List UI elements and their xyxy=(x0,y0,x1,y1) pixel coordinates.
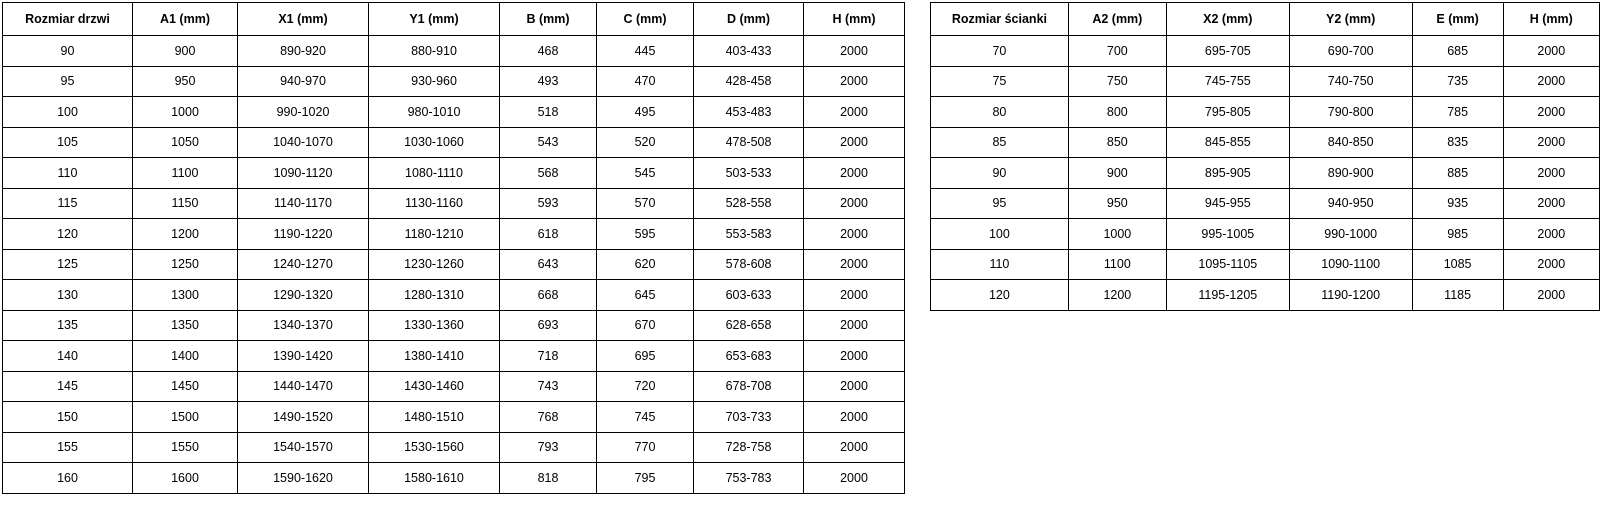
cell: 428-458 xyxy=(694,66,804,97)
column-header-wall-size: Rozmiar ścianki xyxy=(931,3,1069,36)
cell: 2000 xyxy=(1503,97,1599,128)
cell: 1590-1620 xyxy=(238,463,369,494)
column-header-x2: X2 (mm) xyxy=(1166,3,1289,36)
cell: 2000 xyxy=(1503,249,1599,280)
cell: 785 xyxy=(1412,97,1503,128)
table-row xyxy=(3,127,905,158)
cell: 130 xyxy=(3,280,133,311)
cell: 940-950 xyxy=(1289,188,1412,219)
cell: 720 xyxy=(597,371,694,402)
column-header-a2: A2 (mm) xyxy=(1068,3,1166,36)
cell: 685 xyxy=(1412,36,1503,67)
cell: 603-633 xyxy=(694,280,804,311)
cell: 1550 xyxy=(133,432,238,463)
cell: 1480-1510 xyxy=(369,402,500,433)
cell: 518 xyxy=(500,97,597,128)
cell: 150 xyxy=(3,402,133,433)
cell: 693 xyxy=(500,310,597,341)
cell: 1040-1070 xyxy=(238,127,369,158)
cell: 995-1005 xyxy=(1166,219,1289,250)
cell: 2000 xyxy=(804,188,905,219)
cell: 750 xyxy=(1068,66,1166,97)
cell: 840-850 xyxy=(1289,127,1412,158)
cell: 678-708 xyxy=(694,371,804,402)
cell: 120 xyxy=(931,280,1069,311)
table-row xyxy=(3,188,905,219)
cell: 690-700 xyxy=(1289,36,1412,67)
cell: 670 xyxy=(597,310,694,341)
cell: 1080-1110 xyxy=(369,158,500,189)
cell: 1450 xyxy=(133,371,238,402)
cell: 2000 xyxy=(804,219,905,250)
column-header-y2: Y2 (mm) xyxy=(1289,3,1412,36)
cell: 930-960 xyxy=(369,66,500,97)
cell: 593 xyxy=(500,188,597,219)
cell: 835 xyxy=(1412,127,1503,158)
cell: 403-433 xyxy=(694,36,804,67)
cell: 90 xyxy=(931,158,1069,189)
cell: 75 xyxy=(931,66,1069,97)
cell: 1150 xyxy=(133,188,238,219)
cell: 850 xyxy=(1068,127,1166,158)
table-row xyxy=(3,158,905,189)
cell: 1400 xyxy=(133,341,238,372)
cell: 1440-1470 xyxy=(238,371,369,402)
column-header-x1: X1 (mm) xyxy=(238,3,369,36)
cell: 1230-1260 xyxy=(369,249,500,280)
cell: 790-800 xyxy=(1289,97,1412,128)
table-row xyxy=(931,249,1600,280)
cell: 2000 xyxy=(1503,66,1599,97)
cell: 1100 xyxy=(133,158,238,189)
cell: 1085 xyxy=(1412,249,1503,280)
cell: 1290-1320 xyxy=(238,280,369,311)
cell: 895-905 xyxy=(1166,158,1289,189)
cell: 155 xyxy=(3,432,133,463)
cell: 90 xyxy=(3,36,133,67)
cell: 890-900 xyxy=(1289,158,1412,189)
cell: 735 xyxy=(1412,66,1503,97)
cell: 980-1010 xyxy=(369,97,500,128)
walls-table-body xyxy=(931,36,1600,311)
cell: 1240-1270 xyxy=(238,249,369,280)
cell: 1500 xyxy=(133,402,238,433)
cell: 1600 xyxy=(133,463,238,494)
cell: 1195-1205 xyxy=(1166,280,1289,311)
cell: 620 xyxy=(597,249,694,280)
cell: 2000 xyxy=(804,432,905,463)
cell: 1180-1210 xyxy=(369,219,500,250)
table-row xyxy=(3,341,905,372)
table-row xyxy=(931,127,1600,158)
column-header-h: H (mm) xyxy=(804,3,905,36)
cell: 643 xyxy=(500,249,597,280)
cell: 795-805 xyxy=(1166,97,1289,128)
column-header-e: E (mm) xyxy=(1412,3,1503,36)
doors-table-body xyxy=(3,36,905,494)
table-row xyxy=(3,66,905,97)
cell: 770 xyxy=(597,432,694,463)
cell: 1095-1105 xyxy=(1166,249,1289,280)
cell: 1300 xyxy=(133,280,238,311)
column-header-c: C (mm) xyxy=(597,3,694,36)
cell: 628-658 xyxy=(694,310,804,341)
cell: 125 xyxy=(3,249,133,280)
table-row xyxy=(3,97,905,128)
cell: 470 xyxy=(597,66,694,97)
column-header-a1: A1 (mm) xyxy=(133,3,238,36)
cell: 1340-1370 xyxy=(238,310,369,341)
cell: 468 xyxy=(500,36,597,67)
cell: 528-558 xyxy=(694,188,804,219)
cell: 1000 xyxy=(1068,219,1166,250)
cell: 553-583 xyxy=(694,219,804,250)
cell: 1490-1520 xyxy=(238,402,369,433)
cell: 728-758 xyxy=(694,432,804,463)
column-header-d: D (mm) xyxy=(694,3,804,36)
cell: 1100 xyxy=(1068,249,1166,280)
cell: 453-483 xyxy=(694,97,804,128)
cell: 2000 xyxy=(804,371,905,402)
cell: 95 xyxy=(931,188,1069,219)
cell: 2000 xyxy=(804,66,905,97)
cell: 595 xyxy=(597,219,694,250)
cell: 570 xyxy=(597,188,694,219)
cell: 845-855 xyxy=(1166,127,1289,158)
cell: 85 xyxy=(931,127,1069,158)
cell: 140 xyxy=(3,341,133,372)
doors-dimensions-table xyxy=(2,2,905,494)
cell: 545 xyxy=(597,158,694,189)
table-row xyxy=(3,310,905,341)
cell: 1330-1360 xyxy=(369,310,500,341)
column-header-y1: Y1 (mm) xyxy=(369,3,500,36)
cell: 115 xyxy=(3,188,133,219)
cell: 795 xyxy=(597,463,694,494)
table-row xyxy=(931,219,1600,250)
cell: 2000 xyxy=(804,341,905,372)
table-row xyxy=(3,432,905,463)
table-row xyxy=(931,66,1600,97)
cell: 1200 xyxy=(133,219,238,250)
cell: 100 xyxy=(3,97,133,128)
cell: 1030-1060 xyxy=(369,127,500,158)
cell: 1000 xyxy=(133,97,238,128)
cell: 493 xyxy=(500,66,597,97)
cell: 645 xyxy=(597,280,694,311)
cell: 2000 xyxy=(804,280,905,311)
cell: 890-920 xyxy=(238,36,369,67)
cell: 503-533 xyxy=(694,158,804,189)
cell: 1540-1570 xyxy=(238,432,369,463)
cell: 1050 xyxy=(133,127,238,158)
cell: 945-955 xyxy=(1166,188,1289,219)
cell: 2000 xyxy=(1503,219,1599,250)
cell: 160 xyxy=(3,463,133,494)
cell: 950 xyxy=(133,66,238,97)
cell: 543 xyxy=(500,127,597,158)
cell: 880-910 xyxy=(369,36,500,67)
cell: 793 xyxy=(500,432,597,463)
cell: 145 xyxy=(3,371,133,402)
cell: 818 xyxy=(500,463,597,494)
table-row xyxy=(931,280,1600,311)
cell: 2000 xyxy=(804,249,905,280)
cell: 135 xyxy=(3,310,133,341)
table-header-row xyxy=(3,3,905,36)
table-row xyxy=(3,371,905,402)
cell: 1185 xyxy=(1412,280,1503,311)
cell: 695-705 xyxy=(1166,36,1289,67)
table-row xyxy=(3,402,905,433)
cell: 2000 xyxy=(804,97,905,128)
cell: 1390-1420 xyxy=(238,341,369,372)
table-row xyxy=(931,36,1600,67)
cell: 990-1000 xyxy=(1289,219,1412,250)
cell: 753-783 xyxy=(694,463,804,494)
cell: 445 xyxy=(597,36,694,67)
table-row xyxy=(3,36,905,67)
table-row xyxy=(3,280,905,311)
cell: 940-970 xyxy=(238,66,369,97)
cell: 2000 xyxy=(804,463,905,494)
cell: 1280-1310 xyxy=(369,280,500,311)
cell: 110 xyxy=(3,158,133,189)
cell: 1190-1220 xyxy=(238,219,369,250)
table-row xyxy=(931,188,1600,219)
cell: 885 xyxy=(1412,158,1503,189)
cell: 2000 xyxy=(804,127,905,158)
cell: 95 xyxy=(3,66,133,97)
cell: 2000 xyxy=(804,36,905,67)
walls-table-head xyxy=(931,3,1600,36)
cell: 743 xyxy=(500,371,597,402)
cell: 478-508 xyxy=(694,127,804,158)
table-row xyxy=(3,463,905,494)
cell: 2000 xyxy=(1503,188,1599,219)
column-header-h: H (mm) xyxy=(1503,3,1599,36)
column-header-door-size: Rozmiar drzwi xyxy=(3,3,133,36)
cell: 745-755 xyxy=(1166,66,1289,97)
cell: 2000 xyxy=(804,158,905,189)
table-row xyxy=(3,219,905,250)
cell: 495 xyxy=(597,97,694,128)
cell: 1430-1460 xyxy=(369,371,500,402)
cell: 703-733 xyxy=(694,402,804,433)
cell: 120 xyxy=(3,219,133,250)
cell: 578-608 xyxy=(694,249,804,280)
cell: 935 xyxy=(1412,188,1503,219)
cell: 1580-1610 xyxy=(369,463,500,494)
cell: 80 xyxy=(931,97,1069,128)
cell: 950 xyxy=(1068,188,1166,219)
cell: 985 xyxy=(1412,219,1503,250)
table-header-row xyxy=(931,3,1600,36)
cell: 2000 xyxy=(1503,36,1599,67)
cell: 110 xyxy=(931,249,1069,280)
column-header-b: B (mm) xyxy=(500,3,597,36)
cell: 520 xyxy=(597,127,694,158)
cell: 70 xyxy=(931,36,1069,67)
table-row xyxy=(931,97,1600,128)
cell: 668 xyxy=(500,280,597,311)
cell: 1250 xyxy=(133,249,238,280)
cell: 1350 xyxy=(133,310,238,341)
cell: 740-750 xyxy=(1289,66,1412,97)
cell: 653-683 xyxy=(694,341,804,372)
cell: 2000 xyxy=(1503,127,1599,158)
cell: 1090-1120 xyxy=(238,158,369,189)
cell: 2000 xyxy=(804,310,905,341)
cell: 2000 xyxy=(804,402,905,433)
walls-dimensions-table-container xyxy=(930,2,1600,311)
table-row xyxy=(931,158,1600,189)
cell: 900 xyxy=(133,36,238,67)
cell: 700 xyxy=(1068,36,1166,67)
cell: 1200 xyxy=(1068,280,1166,311)
cell: 800 xyxy=(1068,97,1166,128)
cell: 768 xyxy=(500,402,597,433)
cell: 100 xyxy=(931,219,1069,250)
cell: 1190-1200 xyxy=(1289,280,1412,311)
table-row xyxy=(3,249,905,280)
cell: 1090-1100 xyxy=(1289,249,1412,280)
cell: 695 xyxy=(597,341,694,372)
cell: 568 xyxy=(500,158,597,189)
cell: 745 xyxy=(597,402,694,433)
cell: 1130-1160 xyxy=(369,188,500,219)
cell: 1530-1560 xyxy=(369,432,500,463)
cell: 618 xyxy=(500,219,597,250)
cell: 2000 xyxy=(1503,158,1599,189)
cell: 105 xyxy=(3,127,133,158)
doors-dimensions-table-container xyxy=(2,2,905,494)
cell: 900 xyxy=(1068,158,1166,189)
cell: 718 xyxy=(500,341,597,372)
cell: 1380-1410 xyxy=(369,341,500,372)
cell: 990-1020 xyxy=(238,97,369,128)
cell: 2000 xyxy=(1503,280,1599,311)
walls-dimensions-table xyxy=(930,2,1600,311)
doors-table-head xyxy=(3,3,905,36)
cell: 1140-1170 xyxy=(238,188,369,219)
